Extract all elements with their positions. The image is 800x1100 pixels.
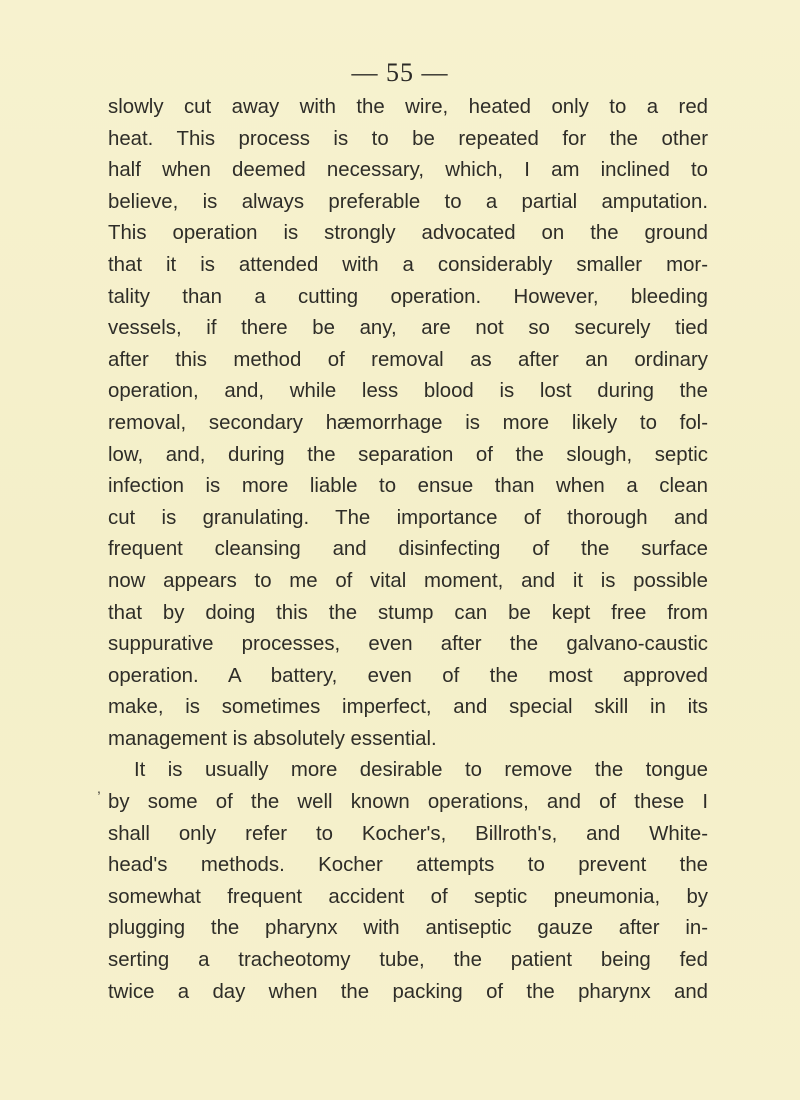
text-line: now appears to me of vital moment, and it is possible — [108, 569, 708, 592]
text-line: operation. A battery, even of the most approved — [108, 664, 708, 687]
text-line: infection is more liable to ensue than when a clean — [108, 475, 708, 498]
body-text — [108, 92, 708, 1008]
text-line: frequent cleansing and disinfecting of the surface — [108, 538, 708, 561]
text-line: that by doing this the stump can be kept free from — [108, 601, 708, 624]
text-line: head's methods. Kocher attempts to prevent the — [108, 854, 708, 877]
text-line: operation, and, while less blood is lost during the — [108, 380, 708, 403]
text-line: plugging the pharynx with antiseptic gauze after in- — [108, 917, 708, 940]
text-line: cut is granulating. The importance of thorough and — [108, 506, 708, 529]
text-line: by some of the well known operations, and of these I — [108, 791, 708, 814]
text-line: This operation is strongly advocated on the ground — [108, 222, 708, 245]
text-line: serting a tracheotomy tube, the patient being fed — [108, 949, 708, 972]
text-line: half when deemed necessary, which, I am inclined to — [108, 159, 708, 182]
text-line: believe, is always preferable to a partial amputation. — [108, 190, 708, 213]
text-line: low, and, during the separation of the slough, septic — [108, 443, 708, 466]
text-line: twice a day when the packing of the pharynx and — [108, 980, 708, 1003]
text-line: shall only refer to Kocher's, Billroth's, and White- — [108, 822, 708, 845]
page-number: — 55 — — [351, 58, 449, 87]
text-line: vessels, if there be any, are not so securely tied — [108, 317, 708, 340]
text-line: that it is attended with a considerably smaller mor- — [108, 253, 708, 276]
text-line: after this method of removal as after an ordinary — [108, 348, 708, 371]
text-line: removal, secondary hæmorrhage is more likely to fol- — [108, 411, 708, 434]
paragraph-end-line: management is absolutely essential. — [108, 727, 437, 750]
text-line: suppurative processes, even after the galvano-caustic — [108, 633, 708, 656]
text-line: tality than a cutting operation. However, bleeding — [108, 285, 708, 308]
text-line: heat. This process is to be repeated for the other — [108, 127, 708, 150]
paragraph-start-line: It is usually more desirable to remove the tongue — [134, 759, 708, 782]
stray-mark: , — [97, 780, 101, 796]
text-line: somewhat frequent accident of septic pneumonia, by — [108, 885, 708, 908]
text-line: make, is sometimes imperfect, and special skill in its — [108, 696, 708, 719]
text-line: slowly cut away with the wire, heated only to a red — [108, 96, 708, 118]
